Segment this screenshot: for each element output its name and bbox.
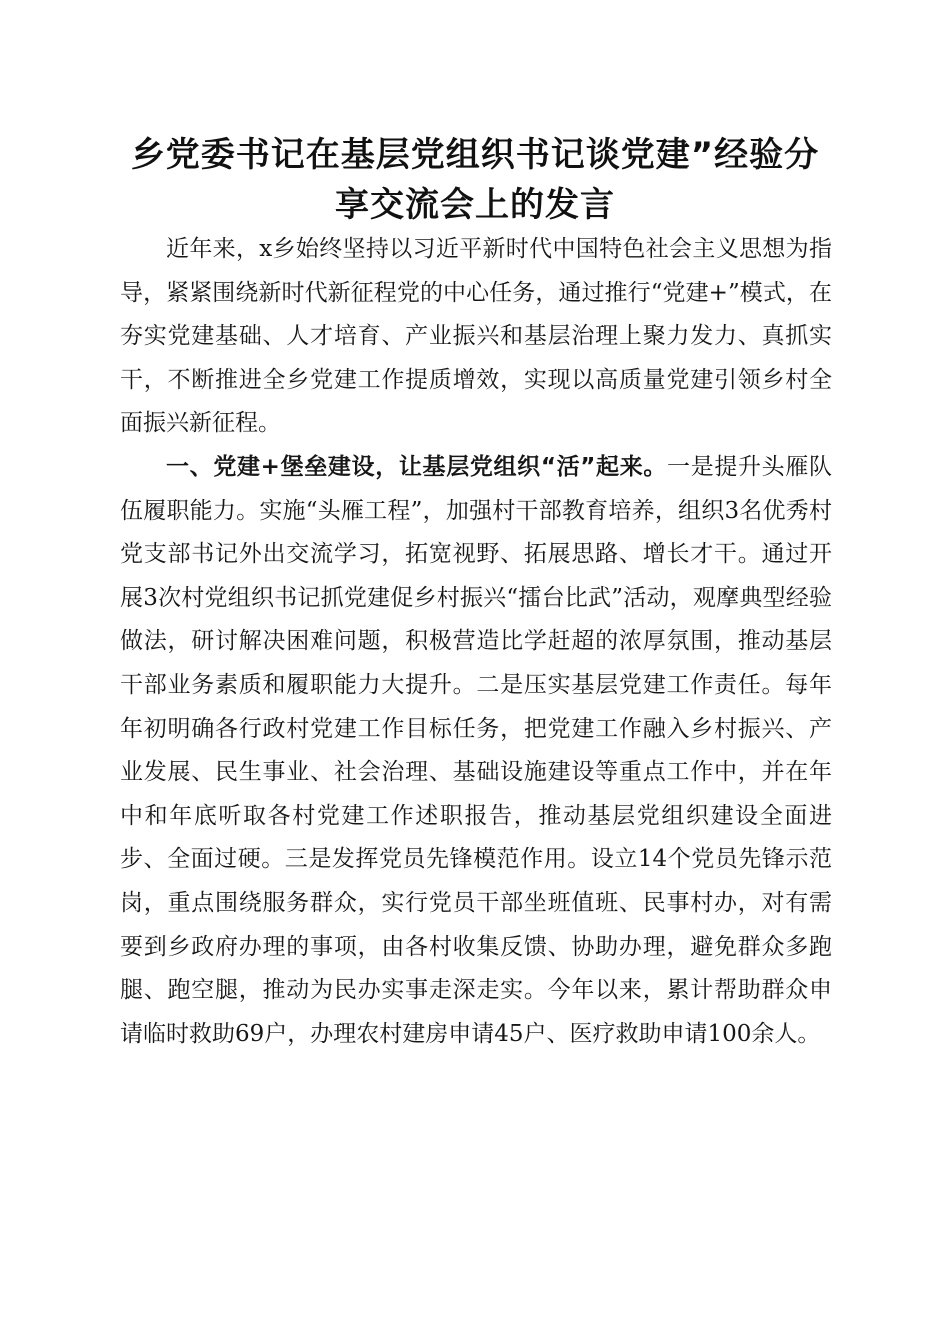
title-line-1: 乡党委书记在基层党组织书记谈党建”经验分 <box>130 135 820 175</box>
intro-paragraph: 近年来，x乡始终坚持以习近平新时代中国特色社会主义思想为指导，紧紧围绕新时代新征程党的中心任务，通过推行“党建+”模式，在夯实党建基础、人才培育、产业振兴和基层治理上聚力发力、真抓实干，不断推进全乡党建工作提质增效，实现以高质量党建引领乡村全面振兴新征程。 <box>120 236 832 437</box>
document-title <box>100 130 850 230</box>
title-line-2: 享交流会上的发言 <box>335 185 615 225</box>
section-1-paragraph <box>120 446 832 1056</box>
section-1-heading: 一、党建+堡垒建设，让基层党组织“活”起来。 <box>166 453 668 480</box>
section-1-body: 一是提升头雁队伍履职能力。实施“头雁工程”，加强村干部教育培养，组织3名优秀村党支部书记外出交流学习，拓宽视野、拓展思路、增长才干。通过开展3次村党组织书记抓党建促乡村振兴“擂台比武”活动，观摩典型经验做法，研讨解决困难问题，积极营造比学赶超的浓厚氛围，推动基层干部业务素质和履职能力大提升。二是压实基层党建工作责任。每年年初明确各行政村党建工作目标任务，把党建工作融入乡村振兴、产业发展、民生事业、社会治理、基础设施建设等重点工作中，并在年中和年底听取各村党建工作述职报告，推动基层党组织建设全面进步、全面过硬。三是发挥党员先锋模范作用。设立14个党员先锋示范岗，重点围绕服务群众，实行党员干部坐班值班、民事村办，对有需要到乡政府办理的事项，由各村收集反馈、协助办理，避免群众多跑腿、跑空腿，推动为民办实事走深走实。今年以来，累计帮助群众申请临时救助69户，办理农村建房申请45户、医疗救助申请100余人。 <box>120 453 832 1047</box>
document-body <box>120 228 832 1056</box>
